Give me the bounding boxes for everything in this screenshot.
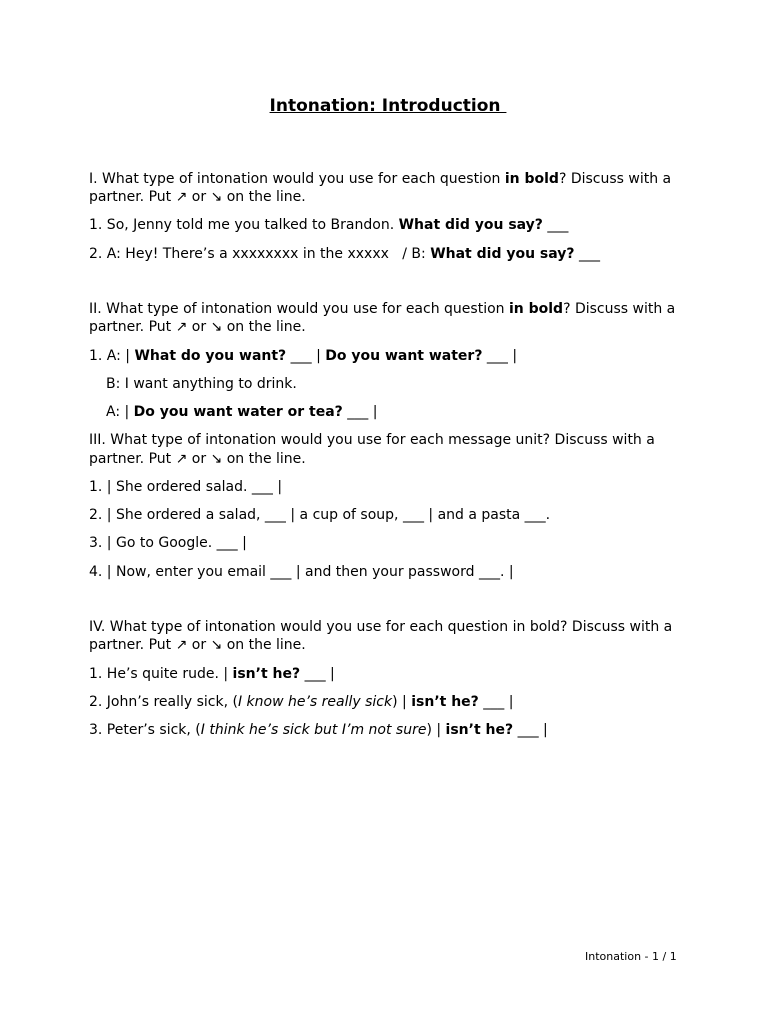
bold-question: Do you want water or tea?: [133, 404, 343, 420]
italic-text: I know he’s really sick: [237, 694, 393, 710]
answer-blank: ___: [574, 246, 600, 262]
answer-blank: ___ |: [342, 404, 378, 420]
section-1-item-1: [89, 217, 568, 234]
answer-blank: ___ |: [482, 348, 518, 364]
bold-question: What did you say?: [398, 217, 543, 233]
section-2-item-1-b: B: I want anything to drink.: [106, 376, 297, 392]
section-4-item-3: [89, 722, 548, 739]
text-span: ) |: [426, 722, 446, 738]
section-2-item-1-a: [89, 348, 517, 365]
text-span: ) |: [392, 694, 412, 710]
section-1-item-2: [89, 246, 600, 263]
answer-blank: ___: [542, 217, 569, 233]
bold-question: isn’t he?: [445, 722, 514, 738]
section-4-instructions-line-2: partner. Put ↗ or ↘ on the line.: [89, 637, 306, 653]
answer-blank: ___ |: [300, 666, 335, 682]
bold-question: isn’t he?: [411, 694, 479, 710]
section-3-item: 2. | She ordered a salad, ___ | a cup of soup, ___ | and a pasta ___.: [89, 507, 551, 523]
text-span: II. What type of intonation would you use for each question: [89, 301, 509, 317]
section-4-instructions-line-1: IV. What type of intonation would you use for each question in bold? Discuss with a: [89, 619, 673, 635]
section-3-item: 3. | Go to Google. ___ |: [89, 535, 247, 551]
answer-blank: ___ |: [286, 348, 326, 364]
text-span: ? Discuss with a: [558, 171, 672, 187]
section-1-instructions-line-1: [89, 171, 671, 188]
section-2-instructions-line-1: [89, 301, 675, 318]
section-3-instructions-line-1: III. What type of intonation would you use for each message unit? Discuss with a: [89, 432, 655, 448]
text-span: I. What type of intonation would you use for each question: [89, 171, 505, 187]
italic-text: I think he’s sick but I’m not sure: [200, 722, 427, 738]
section-2-item-1-c: [106, 404, 377, 421]
section-4-item-2: [89, 694, 513, 711]
answer-blank: ___ |: [513, 722, 548, 738]
page-title: Intonation: Introduction: [269, 96, 507, 116]
text-span: 1. He’s quite rude. |: [89, 666, 233, 682]
bold-text: in bold: [504, 171, 559, 187]
section-3-instructions-line-2: partner. Put ↗ or ↘ on the line.: [89, 451, 306, 467]
text-span: 2. John’s really sick, (: [89, 694, 238, 710]
bold-question: What do you want?: [134, 348, 287, 364]
text-span: 2. A: Hey! There’s a xxxxxxxx in the xxxxx / B:: [89, 246, 431, 262]
text-span: 1. A: |: [89, 348, 135, 364]
page-footer: Intonation - 1 / 1: [585, 950, 677, 963]
text-span: 1. So, Jenny told me you talked to Brandon.: [89, 217, 399, 233]
section-2-instructions-line-2: partner. Put ↗ or ↘ on the line.: [89, 319, 306, 335]
section-4-item-1: [89, 666, 335, 683]
bold-question: isn’t he?: [232, 666, 301, 682]
bold-question: What did you say?: [430, 246, 575, 262]
text-span: ? Discuss with a: [563, 301, 676, 317]
text-span: 3. Peter’s sick, (: [89, 722, 201, 738]
section-1-instructions-line-2: partner. Put ↗ or ↘ on the line.: [89, 189, 306, 205]
text-span: A: |: [106, 404, 134, 420]
bold-question: Do you want water?: [325, 348, 483, 364]
section-3-item: 1. | She ordered salad. ___ |: [89, 479, 283, 495]
bold-text: in bold: [508, 301, 564, 317]
answer-blank: ___ |: [478, 694, 514, 710]
section-3-item: 4. | Now, enter you email ___ | and then your password ___. |: [89, 564, 514, 580]
